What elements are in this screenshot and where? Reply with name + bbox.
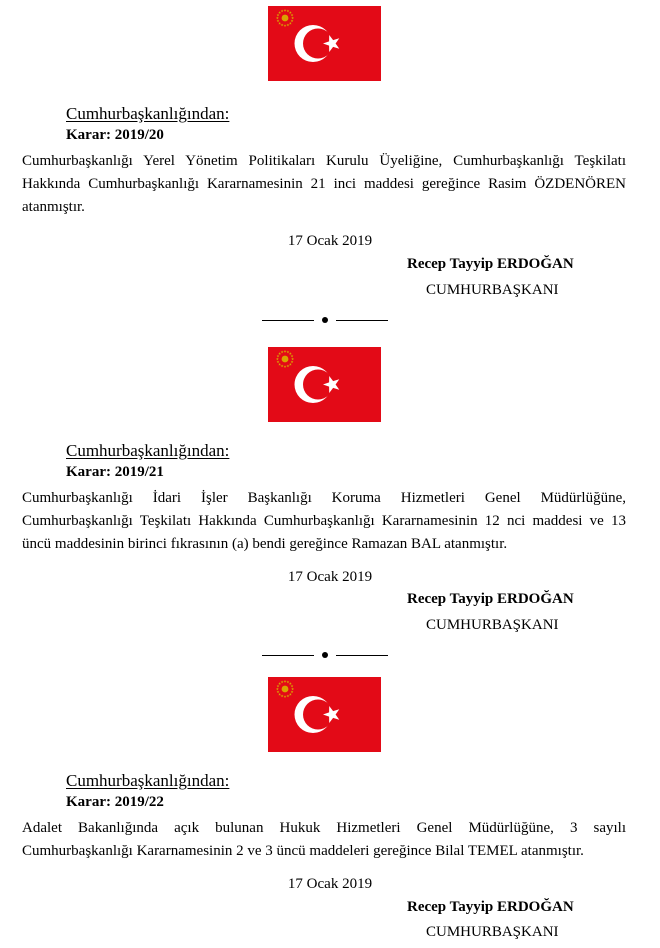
signer-title: CUMHURBAŞKANI	[426, 282, 559, 298]
decision-heading: Cumhurbaşkanlığından:	[66, 771, 230, 790]
decision-number: Karar: 2019/20	[66, 127, 164, 143]
decision-number: Karar: 2019/21	[66, 464, 164, 480]
signer-name: Recep Tayyip ERDOĞAN	[407, 256, 574, 272]
decision-body: Cumhurbaşkanlığı İdari İşler Başkanlığı Koruma Hizmetleri Genel Müdürlüğüne, Cumhurbaşkanlığı Teşkilatı Hakkında Cumhurbaşkanlığı Kararnamesinin 12 nci maddesi ve 13 üncü maddesinin birinci fıkrasının (a) bendi gereğince Ramazan BAL atanmıştır.	[22, 490, 626, 552]
decision-heading: Cumhurbaşkanlığından:	[66, 441, 230, 460]
presidential-flag-icon	[268, 347, 381, 422]
decision-body: Adalet Bakanlığında açık bulunan Hukuk Hizmetleri Genel Müdürlüğüne, 3 sayılı Cumhurbaşkanlığı Kararnamesinin 2 ve 3 üncü maddeleri gereğince Bilal TEMEL atanmıştır.	[22, 820, 626, 859]
decision-date: 17 Ocak 2019	[287, 876, 373, 892]
separator-dot-icon	[262, 314, 388, 326]
signer-title: CUMHURBAŞKANI	[426, 924, 559, 940]
presidential-flag-icon	[268, 6, 381, 81]
decision-body: Cumhurbaşkanlığı Yerel Yönetim Politikaları Kurulu Üyeliğine, Cumhurbaşkanlığı Teşkilatı Hakkında Cumhurbaşkanlığı Kararnamesinin 21 inci maddesi gereğince Rasim ÖZDENÖREN atanmıştır.	[22, 153, 626, 215]
signer-name: Recep Tayyip ERDOĞAN	[407, 899, 574, 915]
signer-name: Recep Tayyip ERDOĞAN	[407, 591, 574, 607]
separator-dot-icon	[262, 649, 388, 661]
decision-date: 17 Ocak 2019	[287, 233, 373, 249]
decision-heading: Cumhurbaşkanlığından:	[66, 104, 230, 123]
presidential-flag-icon	[268, 677, 381, 752]
decision-number: Karar: 2019/22	[66, 794, 164, 810]
decision-date: 17 Ocak 2019	[287, 569, 373, 585]
signer-title: CUMHURBAŞKANI	[426, 617, 559, 633]
